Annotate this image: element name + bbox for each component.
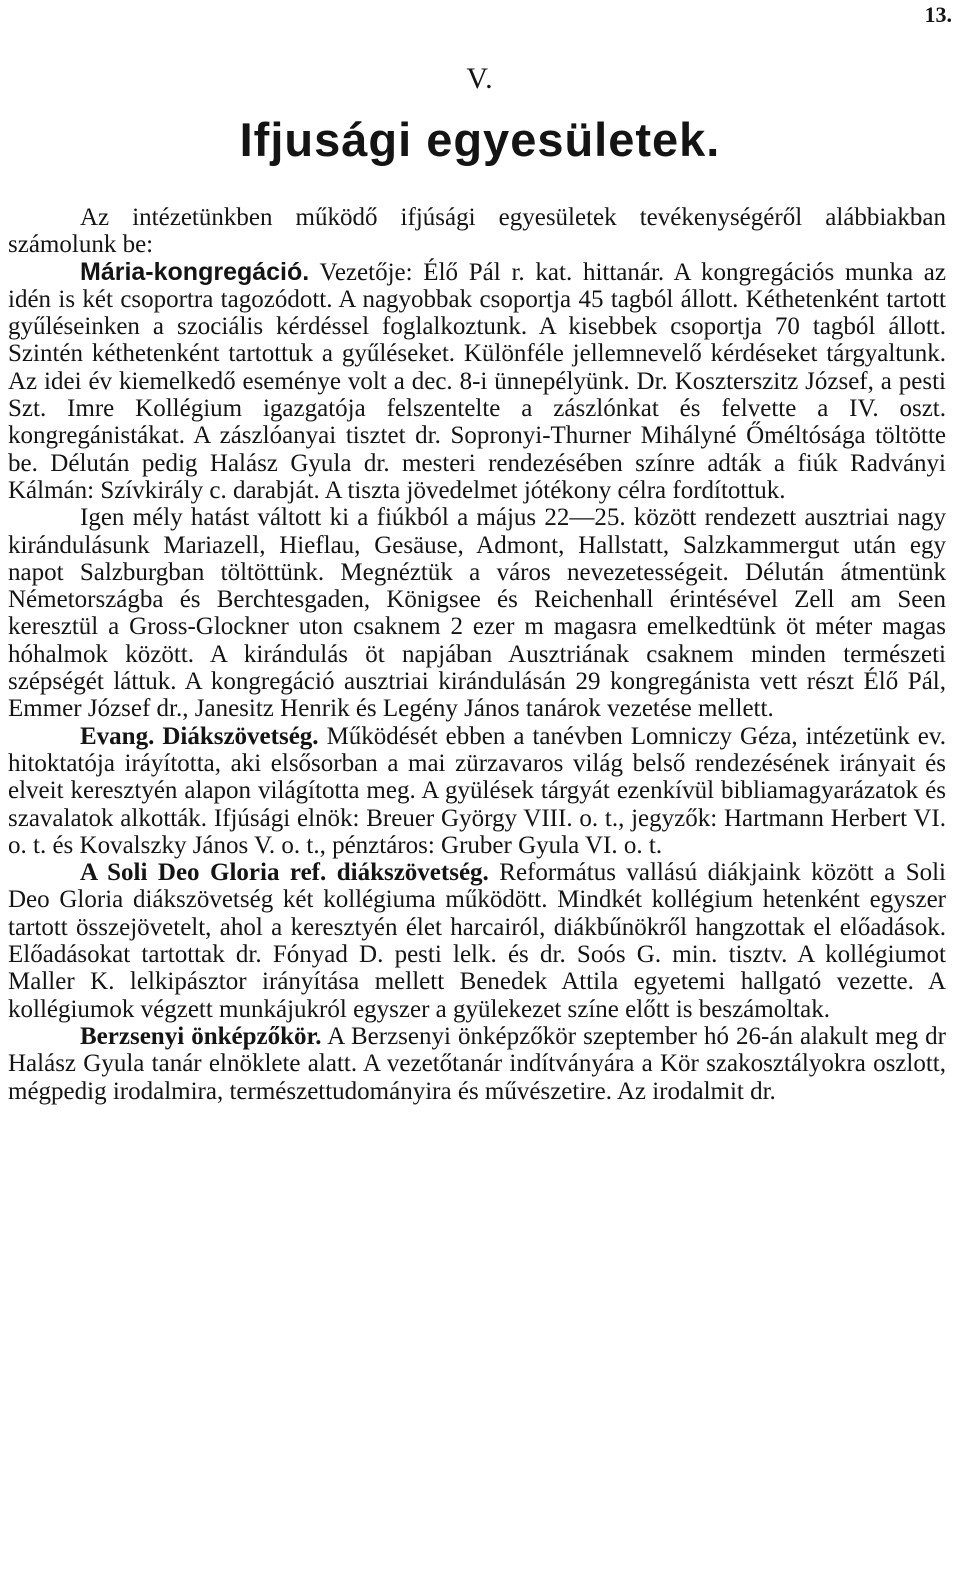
soli-deo-gloria-paragraph xyxy=(8,859,946,1023)
berzsenyi-text: A Berzsenyi önképzőkör szeptember hó 26-án alakult meg dr Halász Gyula tanár elnöklete alatt. A vezetőtanár indítványára a Kör szakosztályokra oszlott, mégpedig irodalmira, természettudományira és művészetire. Az irodalmit dr. xyxy=(8,1022,947,1105)
evang-paragraph xyxy=(8,723,946,859)
maria-kongregacio-text: Vezetője: Élő Pál r. kat. hittanár. A kongregációs munka az idén is két csoportra tagozódott. A nagyobbak csoportja 45 tagból állott. Kéthetenként tartott gyűléseinken a szociális kérdéssel foglalkoztunk. A kisebbek csoportja 70 tagból állott. Szintén kéthetenként tartottuk a gyűléseket. Különféle jellemnevelő kérdéseket tárgyaltunk. Az idei év kiemelkedő eseménye volt a dec. 8-i ünnepélyünk. Dr. Koszterszitz József, a pesti Szt. Imre Kollégium igazgatója felszentelte a zászlónkat és felvette a IV. oszt. kongregánistákat. A zászlóanyai tisztet dr. Sopronyi-Thurner Mihályné Őméltósága töltötte be. Délután pedig Halász Gyula dr. mesteri rendezésében színre adták a fiúk Radványi Kálmán: Szívkirály c. darabját. A tiszta jövedelmet jótékony célra fordítottuk. xyxy=(8,258,946,504)
berzsenyi-paragraph xyxy=(8,1023,946,1105)
intro-paragraph: Az intézetünkben működő ifjúsági egyesületek tevékenységéről alábbiakban számolunk be: xyxy=(8,204,946,259)
soli-deo-gloria-heading: A Soli Deo Gloria ref. diákszövetség. xyxy=(80,859,489,887)
trip-paragraph: Igen mély hatást váltott ki a fiúkból a május 22—25. között rendezett ausztriai nagy kirándulásunk Mariazell, Hieflau, Gesäuse, Admont, Hallstatt, Salzkammergut után egy napot Salzburgban töltöttünk. Megnéztük a város nevezetességeit. Délután átmentünk Németországba és Berchtesgaden, Königsee és Reichenhall érintésével Zell am Seen keresztül a Gross-Glockner uton csaknem 2 ezer m magasra emelkedtünk öt méter magas hóhalmok között. A kirándulás öt napjában Ausztriának csaknem minden természeti szépségét láttuk. A kongregáció ausztriai kirándulásán 29 kongregánista vett részt Élő Pál, Emmer József dr., Janesitz Henrik és Legény János tanárok vezetése mellett. xyxy=(8,504,946,723)
page-number: 13. xyxy=(924,2,952,27)
berzsenyi-heading: Berzsenyi önképzőkör. xyxy=(80,1022,322,1050)
maria-kongregacio-paragraph xyxy=(8,259,946,505)
body-text xyxy=(8,204,946,1105)
evang-heading: Evang. Diákszövetség. xyxy=(80,722,319,750)
evang-text: Működését ebben a tanévben Lomniczy Géza, intézetünk ev. hitoktatója iráyította, aki elsősorban a mai zürzavaros világ belső rendezésének irányait és elveit keresztyén alapon világította meg. A gyülések tárgyát ezenkívül bibliamagyarázatok és szavalatok alkották. Ifjúsági elnök: Breuer György VIII. o. t., jegyzők: Hartmann Herbert VI. o. t. és Kovalszky János V. o. t., pénztáros: Gruber Gyula VI. o. t. xyxy=(8,722,947,859)
page-title: Ifjusági egyesületek. xyxy=(239,113,721,166)
chapter-number: V. xyxy=(466,62,494,95)
maria-kongregacio-heading: Mária-kongregáció. xyxy=(80,257,310,286)
soli-deo-gloria-text: Református vallású diákjaink között a Soli Deo Gloria diákszövetség két kollégiuma működött. Mindkét kollégium hetenként egyszer tartott összejövetelt, ahol a keresztyén élet harcairól, diákbűnökről hangzottak el előadások. Előadásokat tartottak dr. Fónyad D. pesti lelk. és dr. Soós G. min. tisztv. A kollégiumot Maller K. lelkipásztor irányítása mellett Benedek Attila egyetemi hallgató vezette. A kollégiumok végzett munkájukról egyszer a gyülekezet színe előtt is beszámoltak. xyxy=(8,859,946,1023)
